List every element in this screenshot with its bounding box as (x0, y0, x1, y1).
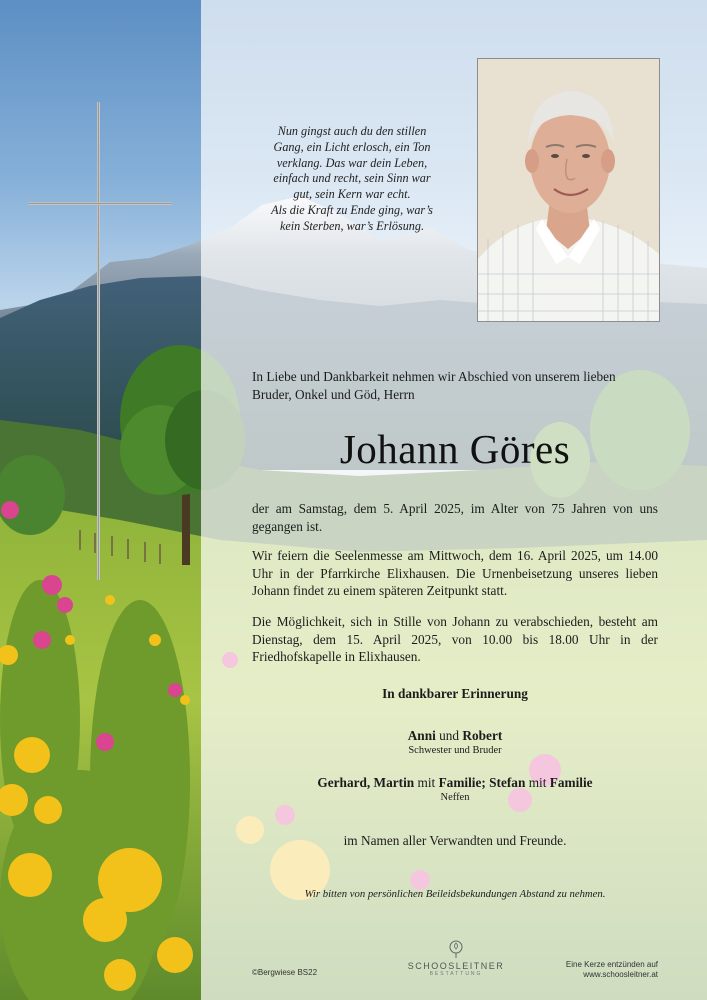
funeral-home-logo (404, 939, 508, 977)
poem-line: gut, sein Kern war echt. (293, 187, 411, 202)
deceased-name: Johann Göres (339, 426, 571, 472)
joiner-text: mit (528, 775, 547, 790)
mourner-name: Gerhard, Martin (317, 775, 415, 790)
death-paragraph: der am Samstag, dem 5. April 2025, im Alter von 75 Jahren von uns gegangen ist. (252, 501, 658, 534)
farewell-paragraph: Die Möglichkeit, sich in Stille von Johann zu verabschieden, besteht am Dienstag, dem 15. April 2025, von 10.00 bis 18.00 Uhr in der Friedhofskapelle in Elixhausen. (252, 614, 658, 665)
mourners-group-1 (252, 728, 658, 744)
mourner-name: Robert (462, 728, 503, 743)
joiner-text: und (439, 728, 460, 743)
poem-line: Als die Kraft zu Ende ging, war’s (271, 202, 433, 217)
image-credit: ©Bergwiese BS22 (252, 968, 318, 977)
poem-line: einfach und recht, sein Sinn war (273, 171, 431, 186)
mourner-name: Familie (549, 775, 593, 790)
poem-line: verklang. Das war dein Leben, (276, 155, 428, 170)
poem-line: Nun gingst auch du den stillen (277, 124, 427, 138)
mourners-group-2 (252, 775, 658, 791)
candle-link[interactable] (566, 960, 658, 980)
website-link[interactable]: www.schoosleitner.at (583, 970, 658, 979)
portrait-illustration (478, 59, 659, 321)
joiner-text: mit (417, 775, 436, 790)
poem (252, 124, 452, 235)
logo-name: SCHOOSLEITNER (407, 961, 505, 971)
poem-line: kein Sterben, war’s Erlösung. (279, 218, 425, 233)
mourner-name: Stefan (489, 775, 526, 790)
portrait-photo (477, 58, 660, 322)
mourners-group-2-relation: Neffen (440, 792, 470, 803)
mass-paragraph: Wir feiern die Seelenmesse am Mittwoch, dem 16. April 2025, um 14.00 Uhr in der Pfarrkirche Elixhausen. Die Urnenbeisetzung unseres lieben Johann findet zu einem späteren Zeitpunkt statt. (252, 548, 658, 599)
mourner-name: Anni (407, 728, 436, 743)
intro-text: In Liebe und Dankbarkeit nehmen wir Abschied von unserem lieben Bruder, Onkel und Göd, Herrn (252, 369, 616, 402)
candle-text: Eine Kerze entzünden auf (565, 960, 658, 969)
poem-line: Gang, ein Licht erlosch, ein Ton (273, 139, 431, 154)
closing-line: im Namen aller Verwandten und Freunde. (343, 833, 567, 848)
mourners-group-1-relation: Schwester und Bruder (408, 745, 502, 756)
remembrance-heading: In dankbarer Erinnerung (382, 686, 528, 701)
logo-subtitle: BESTATTUNG (429, 971, 483, 977)
rose-icon (446, 939, 466, 959)
cross-icon-horizontal (28, 202, 172, 205)
cross-icon-vertical (97, 102, 100, 580)
mourner-name: Familie; (438, 775, 486, 790)
condolence-note: Wir bitten von persönlichen Beileidsbekundungen Abstand zu nehmen. (304, 888, 606, 900)
